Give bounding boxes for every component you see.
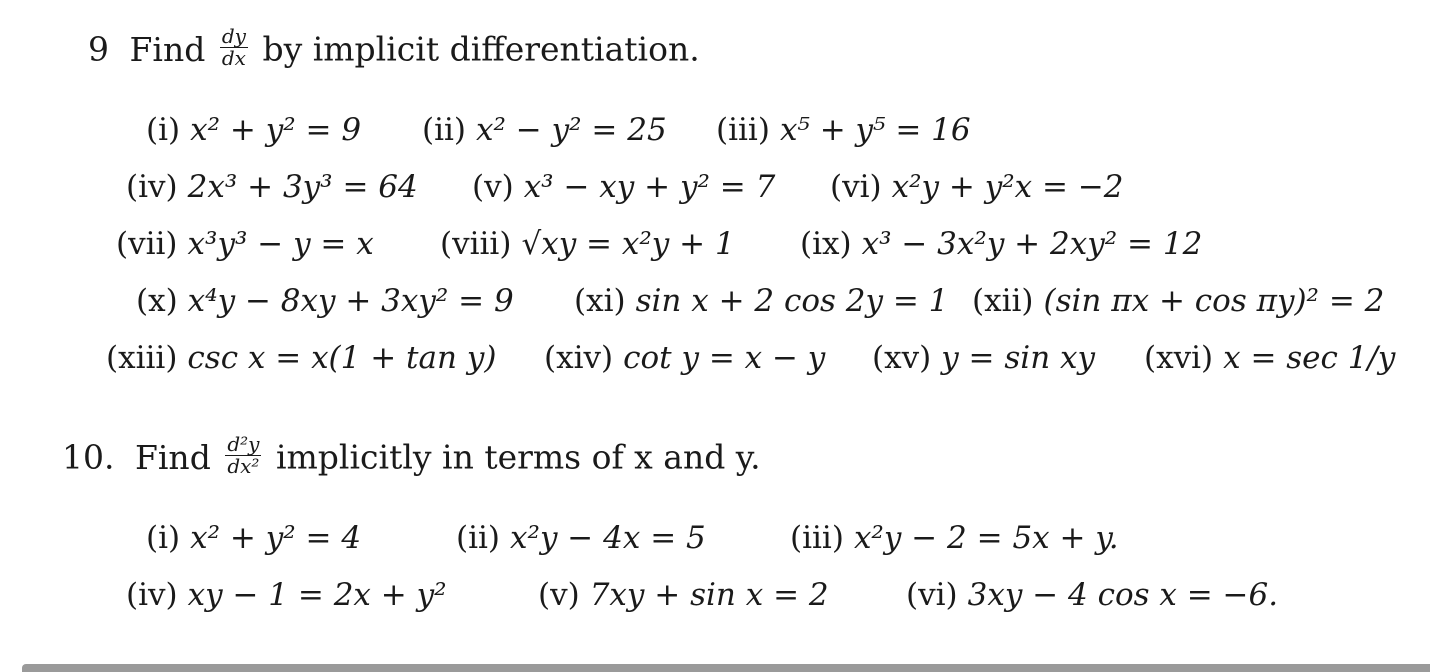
problem-label: (iv) [126, 577, 178, 613]
problem-equation: cot y = x − y [623, 340, 826, 376]
horizontal-scrollbar[interactable] [22, 664, 1430, 672]
problem-item [544, 338, 825, 378]
problem-item [440, 224, 735, 264]
problem-label: (iii) [790, 520, 844, 556]
fraction-denominator: dx [221, 46, 246, 70]
heading-text: implicitly in terms of x and y. [275, 437, 761, 477]
problem-equation: x²y − 4x = 5 [510, 520, 706, 556]
question-9-heading [88, 24, 700, 73]
problem-label: (v) [538, 577, 580, 613]
problem-label: (xvi) [1144, 340, 1214, 376]
problem-label: (ix) [800, 226, 852, 262]
derivative-fraction [220, 26, 248, 69]
problem-label: (iv) [126, 169, 178, 205]
question-number: 10. [62, 437, 115, 477]
problem-equation: sin x + 2 cos 2y = 1 [635, 283, 949, 319]
problem-equation: √xy = x²y + 1 [521, 226, 735, 262]
problem-equation: x² + y² = 4 [190, 520, 362, 556]
problem-item [146, 110, 361, 150]
problem-equation: x²y − 2 = 5x + y. [853, 520, 1119, 556]
problem-label: (ii) [422, 112, 467, 148]
problem-item [800, 224, 1202, 264]
problem-item [116, 224, 374, 264]
problem-item [716, 110, 971, 150]
problem-label: (iii) [716, 112, 770, 148]
find-word: Find [129, 29, 206, 69]
problem-item [472, 167, 775, 207]
problem-label: (x) [136, 283, 178, 319]
problem-label: (vi) [830, 169, 882, 205]
problem-item [574, 281, 948, 321]
problem-label: (xiii) [106, 340, 178, 376]
problem-label: (i) [146, 112, 181, 148]
problem-item [422, 110, 667, 150]
problem-label: (viii) [440, 226, 512, 262]
second-derivative-fraction [225, 434, 261, 477]
problem-item [136, 281, 514, 321]
problem-equation: 2x³ + 3y³ = 64 [187, 169, 418, 205]
problem-label: (vi) [906, 577, 958, 613]
problem-item [872, 338, 1095, 378]
problem-label: (ii) [456, 520, 501, 556]
problem-equation: x = sec 1/y [1223, 340, 1396, 376]
problem-equation: x² + y² = 9 [190, 112, 362, 148]
problem-equation: 3xy − 4 cos x = −6. [967, 577, 1279, 613]
problem-equation: x² − y² = 25 [476, 112, 667, 148]
problem-equation: (sin πx + cos πy)² = 2 [1043, 283, 1385, 319]
problem-item [790, 518, 1119, 558]
fraction-denominator: dx² [227, 454, 260, 478]
problem-equation: x²y + y²x = −2 [891, 169, 1124, 205]
problem-equation: x³ − 3x²y + 2xy² = 12 [861, 226, 1203, 262]
problem-equation: csc x = x(1 + tan y) [187, 340, 497, 376]
problem-item [972, 281, 1384, 321]
problem-label: (vii) [116, 226, 178, 262]
problem-label: (xv) [872, 340, 932, 376]
problem-item [146, 518, 361, 558]
problem-equation: y = sin xy [941, 340, 1096, 376]
problem-equation: x⁵ + y⁵ = 16 [779, 112, 971, 148]
problem-item [538, 575, 829, 615]
problem-item [906, 575, 1278, 615]
heading-text: by implicit differentiation. [262, 29, 700, 69]
problem-item [106, 338, 496, 378]
problem-equation: x³ − xy + y² = 7 [523, 169, 776, 205]
question-number: 9 [88, 29, 109, 69]
problem-label: (xiv) [544, 340, 614, 376]
find-word: Find [134, 437, 211, 477]
problem-item [126, 575, 447, 615]
problem-label: (i) [146, 520, 181, 556]
problem-item [1144, 338, 1395, 378]
problem-equation: xy − 1 = 2x + y² [187, 577, 447, 613]
problem-label: (xi) [574, 283, 626, 319]
fraction-numerator: d²y [227, 432, 260, 456]
problem-equation: 7xy + sin x = 2 [589, 577, 829, 613]
fraction-numerator: dy [221, 24, 246, 48]
problem-item [126, 167, 418, 207]
problem-equation: x⁴y − 8xy + 3xy² = 9 [187, 283, 514, 319]
question-10-heading [62, 432, 761, 481]
problem-item [456, 518, 706, 558]
problem-equation: x³y³ − y = x [187, 226, 374, 262]
problem-label: (v) [472, 169, 514, 205]
problem-label: (xii) [972, 283, 1034, 319]
problem-item [830, 167, 1124, 207]
